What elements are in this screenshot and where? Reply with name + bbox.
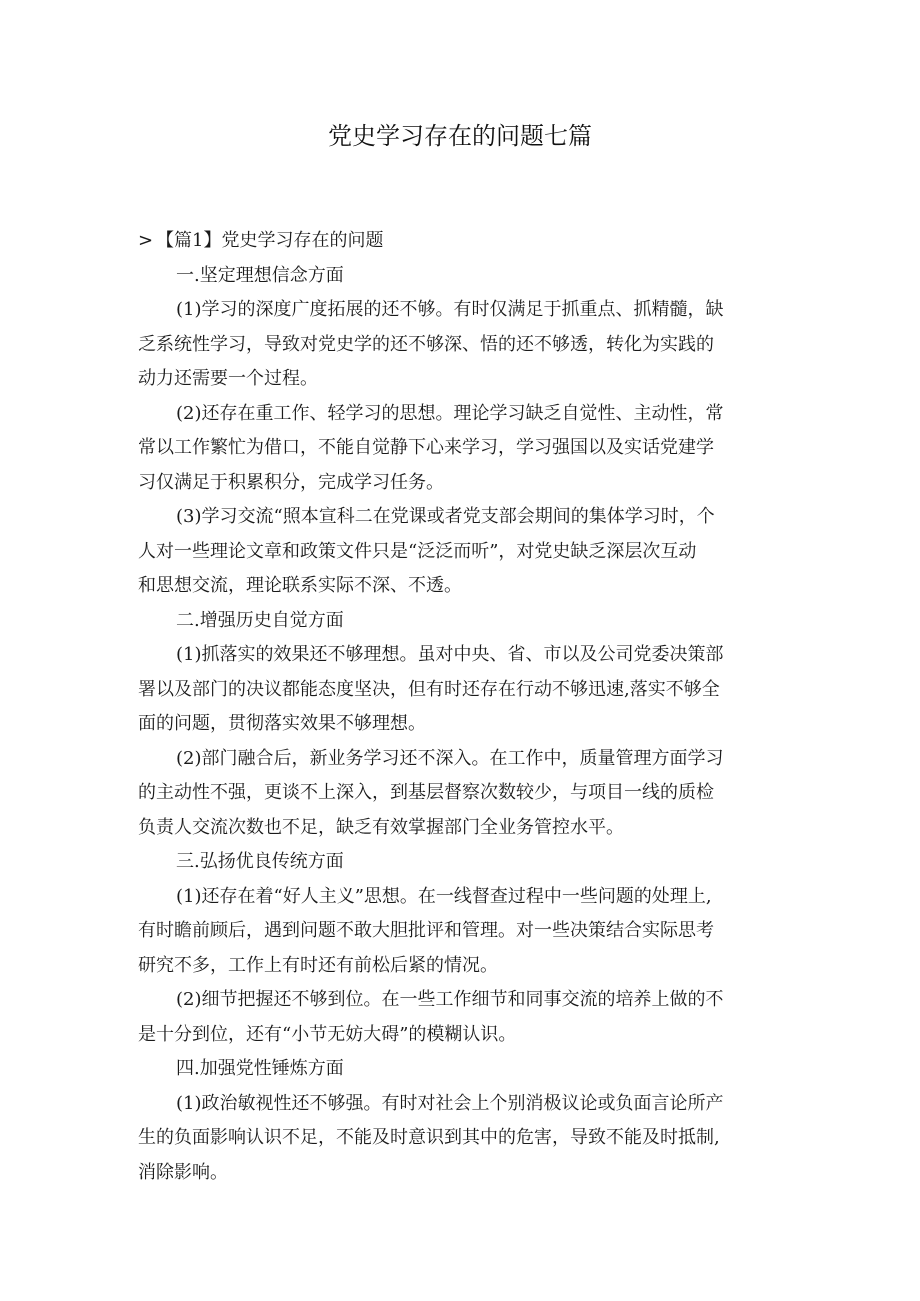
section-heading-text: 【篇1】党史学习存在的问题 [156,230,384,251]
paragraph [138,638,788,742]
section-heading [138,224,788,259]
paragraph [138,397,788,501]
paragraph [138,880,788,984]
paragraph-line: (2)部门融合后，新业务学习还不深入。在工作中，质量管理方面学习 [176,747,724,769]
paragraph-line: 是十分到位，还有“小节无妨大碍”的模糊认识。 [138,1023,517,1045]
paragraph-line: 面的问题，贯彻落实效果不够理想。 [138,713,426,734]
subsection-heading-text: 四.加强党性锤炼方面 [176,1058,344,1079]
paragraph-line: (1)抓落实的效果还不够理想。虽对中央、省、市以及公司党委决策部 [176,644,724,665]
document-blocks [138,259,788,1191]
paragraph-line: 署以及部门的决议都能态度坚决，但有时还存在行动不够迅速,落实不够全 [138,678,720,700]
paragraph-line: 和思想交流，理论联系实际不深、不透。 [138,575,462,596]
paragraph-line: 常以工作繁忙为借口，不能自觉静下心来学习，学习强国以及实话党建学 [138,437,714,458]
document-title: 党史学习存在的问题七篇 [328,122,592,150]
paragraph-line: 人对一些理论文章和政策文件只是“泛泛而听”，对党史缺乏深层次互动 [138,540,697,562]
subsection-heading-text: 二.增强历史自觉方面 [176,609,344,631]
paragraph-line: 生的负面影响认识不足，不能及时意识到其中的危害，导致不能及时抵制, [138,1127,720,1148]
subsection-heading [138,845,788,880]
paragraph-line: (2)细节把握还不够到位。在一些工作细节和同事交流的培养上做的不 [176,989,724,1010]
paragraph-line: (3)学习交流“照本宣科二在党课或者党支部会期间的集体学习时，个 [176,506,715,527]
subsection-heading [138,604,788,639]
paragraph [138,1087,788,1191]
paragraph-line: 消除影响。 [138,1161,228,1183]
paragraph-line: 负责人交流次数也不足，缺乏有效掌握部门全业务管控水平。 [138,816,624,838]
paragraph-line: 的主动性不强，更谈不上深入，到基层督察次数较少，与项目一线的质检 [138,782,714,803]
paragraph-line: 动力还需要一个过程。 [138,368,318,389]
paragraph-line: (1)学习的深度广度拓展的还不够。有时仅满足于抓重点、抓精髓，缺 [176,299,724,320]
paragraph-line: (2)还存在重工作、轻学习的思想。理论学习缺乏自觉性、主动性，常 [176,402,724,424]
paragraph-line: 有时瞻前顾后，遇到问题不敢大胆批评和管理。对一些决策结合实际思考 [138,920,714,941]
subsection-heading-text: 三.弘扬优良传统方面 [176,851,344,872]
subsection-heading-text: 一.坚定理想信念方面 [176,264,344,286]
paragraph [138,293,788,397]
paragraph [138,983,788,1052]
paragraph-line: (1)还存在着“好人主义”思想。在一线督查过程中一些问题的处理上, [176,885,712,907]
paragraph [138,500,788,604]
subsection-heading [138,259,788,294]
paragraph-line: 研究不多，工作上有时还有前松后紧的情况。 [138,954,498,976]
document-body [138,224,788,1190]
paragraph-line: (1)政治敏视性还不够强。有时对社会上个别消极议论或负面言论所产 [176,1092,724,1114]
paragraph [138,742,788,846]
subsection-heading [138,1052,788,1087]
paragraph-line: 乏系统性学习，导致对党史学的还不够深、悟的还不够透，转化为实践的 [138,333,714,355]
paragraph-line: 习仅满足于积累积分，完成学习任务。 [138,471,444,493]
chevron-right-icon: > [138,230,154,251]
